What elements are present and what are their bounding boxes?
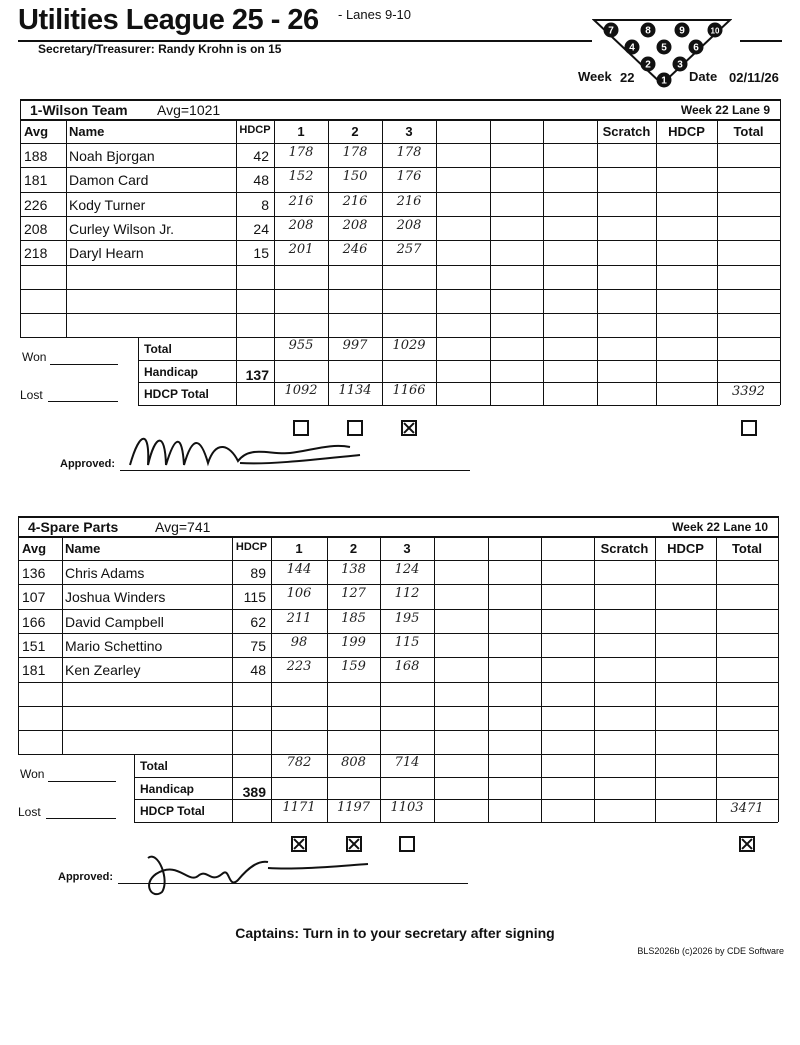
bowler-average: 226	[24, 196, 48, 213]
secretary-line: Secretary/Treasurer: Randy Krohn is on 15	[38, 42, 282, 56]
captains-instruction: Captains: Turn in to your secretary after signing	[235, 925, 555, 941]
bowler-handicap: 75	[250, 637, 266, 654]
grid-column-line	[656, 119, 657, 337]
summary-column-line	[490, 337, 491, 405]
column-avg: Avg	[24, 124, 49, 139]
pin-number: 4	[629, 42, 635, 54]
grid-row-line	[18, 706, 778, 707]
date-label: Date	[689, 69, 718, 84]
game-2-score: 159	[341, 659, 366, 675]
bowler-handicap: 62	[250, 613, 266, 630]
column-game-3: 3	[405, 124, 413, 139]
summary-label: Total	[144, 342, 172, 357]
win-checkbox-total[interactable]	[741, 420, 757, 436]
pin-number: 9	[679, 25, 685, 37]
grand-total: 3392	[731, 384, 766, 400]
game-1-score: 106	[286, 586, 312, 602]
bowler-name: David Campbell	[65, 613, 164, 630]
captain-signature	[120, 425, 380, 485]
summary-label: Handicap	[140, 781, 195, 796]
sheet-left-border	[20, 99, 21, 337]
column-game-3: 3	[403, 541, 411, 556]
game-1-score: 223	[286, 659, 312, 675]
summary-game-1: 782	[286, 755, 312, 771]
team-average: Avg=741	[155, 519, 211, 535]
grand-total: 3471	[730, 801, 764, 817]
game-3-score: 112	[394, 586, 420, 602]
summary-game-1: 1092	[284, 383, 318, 399]
game-3-score: 168	[394, 659, 420, 675]
summary-label: HDCP Total	[144, 387, 209, 402]
bowler-name: Mario Schettino	[65, 637, 163, 654]
bowler-average: 166	[22, 613, 46, 630]
win-checkbox-game-3[interactable]	[399, 836, 415, 852]
grid-row-line	[20, 216, 780, 217]
approved-label: Approved:	[60, 458, 115, 470]
summary-label: Total	[140, 759, 168, 774]
column-hdcp: HDCP	[239, 124, 271, 136]
grid-column-line	[541, 536, 542, 754]
summary-game-3: 1166	[392, 383, 426, 399]
grid-row-line	[18, 730, 778, 731]
summary-row-line	[138, 360, 780, 361]
game-2-score: 138	[341, 562, 366, 577]
bowler-average: 188	[24, 148, 48, 164]
column-header-border	[20, 119, 780, 121]
game-3-score: 257	[396, 242, 422, 258]
summary-column-line	[543, 337, 544, 405]
bowler-handicap: 115	[243, 589, 266, 606]
bowler-average: 218	[24, 245, 48, 262]
bowler-average: 208	[24, 220, 48, 237]
summary-game-2: 1134	[338, 383, 372, 399]
summary-column-line	[541, 754, 542, 822]
sheet-right-border	[780, 99, 781, 405]
summary-column-line	[597, 337, 598, 405]
pin-number: 8	[645, 25, 651, 37]
lanes-label: - Lanes 9-10	[338, 7, 411, 22]
game-2-score: 216	[342, 193, 368, 209]
game-3-score: 208	[396, 217, 422, 233]
grid-column-line	[490, 119, 491, 337]
grid-row-line	[20, 289, 780, 290]
bowler-average: 181	[24, 172, 48, 189]
bowler-handicap: 48	[253, 172, 269, 189]
team-handicap: 389	[242, 783, 266, 800]
summary-column-line	[594, 754, 595, 822]
grid-column-line	[594, 536, 595, 754]
column-avg: Avg	[22, 541, 47, 556]
summary-game-1: 955	[288, 338, 314, 354]
bowler-name: Daryl Hearn	[69, 245, 144, 262]
column-game-1: 1	[295, 541, 303, 556]
title-rule-right	[740, 40, 782, 42]
sheet-top-border	[20, 99, 780, 101]
game-2-score: 127	[341, 586, 366, 602]
grid-row-line	[18, 609, 778, 610]
bowler-handicap: 24	[253, 220, 269, 237]
bowler-name: Chris Adams	[65, 565, 145, 581]
approved-label: Approved:	[58, 871, 113, 883]
bowler-handicap: 42	[253, 148, 269, 164]
summary-column-line	[488, 754, 489, 822]
summary-row-line	[138, 382, 780, 383]
bowler-average: 107	[22, 589, 46, 606]
game-1-score: 144	[286, 562, 312, 577]
game-3-score: 216	[396, 193, 422, 209]
grid-row-line	[18, 657, 778, 658]
column-name: Name	[65, 541, 101, 556]
column-total: Total	[733, 124, 764, 139]
team-name: 4-Spare Parts	[28, 519, 119, 535]
lost-blank	[46, 818, 116, 819]
grid-column-line	[66, 119, 67, 337]
column-header-bottom	[20, 143, 780, 144]
bowler-name: Joshua Winders	[65, 589, 166, 606]
week-value: 22	[620, 70, 635, 85]
grid-column-line	[597, 119, 598, 337]
sheet-left-border	[18, 516, 19, 754]
game-2-score: 185	[341, 610, 366, 626]
bowler-average: 151	[22, 637, 46, 654]
summary-game-2: 997	[342, 338, 368, 354]
win-checkbox-total[interactable]	[739, 836, 755, 852]
pin-number: 5	[661, 42, 667, 54]
column-game-1: 1	[297, 124, 305, 139]
pin-number: 7	[608, 25, 614, 37]
bowler-average: 181	[22, 662, 46, 679]
bowler-handicap: 89	[250, 565, 266, 581]
summary-label: HDCP Total	[140, 804, 205, 819]
grid-column-line	[717, 119, 718, 337]
league-title: Utilities League 25 - 26	[18, 4, 319, 36]
game-3-score: 176	[396, 169, 422, 185]
won-label: Won	[22, 350, 47, 365]
game-3-score: 195	[394, 610, 420, 626]
grid-row-line	[20, 240, 780, 241]
date-value: 02/11/26	[729, 70, 779, 85]
pin-number: 2	[645, 59, 651, 71]
game-3-score: 124	[394, 562, 420, 577]
pin-number: 1	[661, 75, 667, 87]
summary-game-3: 714	[394, 755, 420, 771]
summary-game-3: 1029	[392, 338, 426, 354]
game-2-score: 208	[342, 217, 368, 233]
column-game-2: 2	[349, 541, 358, 556]
team-average: Avg=1021	[157, 102, 221, 118]
grid-row-line	[18, 682, 778, 683]
won-blank	[48, 781, 116, 782]
sheet-right-border	[778, 516, 779, 822]
column-header-bottom	[18, 560, 778, 561]
summary-row-line	[134, 799, 778, 800]
game-3-score: 115	[394, 634, 420, 650]
summary-left-border	[138, 337, 139, 405]
week-lane: Week 22 Lane 10	[672, 520, 768, 534]
column-hdcp: HDCP	[235, 541, 268, 553]
lost-label: Lost	[20, 388, 43, 403]
grid-row-line	[20, 313, 780, 314]
grid-row-line	[20, 167, 780, 168]
column-hdcp-total: HDCP	[667, 541, 704, 556]
bowler-handicap: 15	[253, 245, 269, 262]
game-2-score: 150	[342, 169, 368, 185]
game-1-score: 98	[290, 634, 308, 650]
column-header-border	[18, 536, 778, 538]
summary-label: Handicap	[144, 364, 199, 379]
game-2-score: 246	[342, 242, 368, 258]
won-blank	[50, 364, 118, 365]
bowler-name: Curley Wilson Jr.	[69, 220, 175, 237]
week-lane: Week 22 Lane 9	[680, 103, 770, 117]
bowler-average: 136	[22, 565, 46, 581]
grid-column-line	[62, 536, 63, 754]
grid-column-line	[434, 536, 435, 754]
bowler-name: Ken Zearley	[65, 662, 141, 679]
column-hdcp-total: HDCP	[668, 124, 705, 139]
bowler-name: Damon Card	[69, 172, 149, 189]
team-name: 1-Wilson Team	[30, 102, 128, 118]
summary-column-line	[434, 754, 435, 822]
pin-number: 6	[693, 42, 699, 54]
won-label: Won	[20, 767, 45, 782]
grid-row-line	[20, 192, 780, 193]
column-name: Name	[69, 124, 105, 139]
team-handicap: 137	[245, 366, 269, 383]
bowler-name: Kody Turner	[69, 196, 146, 213]
summary-game-2: 808	[341, 755, 366, 771]
captain-signature	[118, 840, 378, 900]
lost-label: Lost	[18, 805, 41, 820]
game-2-score: 178	[342, 145, 368, 160]
grid-column-line	[716, 536, 717, 754]
summary-game-1: 1171	[282, 800, 316, 816]
bowler-handicap: 8	[261, 196, 269, 213]
summary-game-2: 1197	[336, 800, 371, 816]
bowler-name: Noah Bjorgan	[69, 148, 155, 164]
grid-column-line	[488, 536, 489, 754]
grid-column-line	[543, 119, 544, 337]
game-1-score: 211	[286, 610, 312, 626]
week-label: Week	[578, 69, 612, 84]
summary-row-line	[134, 822, 778, 823]
grid-row-line	[20, 265, 780, 266]
summary-left-border	[134, 754, 135, 822]
summary-column-line	[436, 337, 437, 405]
grid-column-line	[436, 119, 437, 337]
grid-column-line	[655, 536, 656, 754]
summary-game-3: 1103	[390, 800, 424, 816]
game-1-score: 178	[288, 145, 314, 160]
column-scratch: Scratch	[602, 124, 651, 139]
software-credit: BLS2026b (c)2026 by CDE Software	[637, 946, 784, 956]
game-3-score: 178	[396, 145, 422, 160]
game-1-score: 208	[288, 217, 314, 233]
game-1-score: 216	[288, 193, 314, 209]
game-1-score: 201	[288, 242, 314, 258]
column-game-2: 2	[351, 124, 359, 139]
lost-blank	[48, 401, 118, 402]
grid-row-line	[18, 633, 778, 634]
column-scratch: Scratch	[600, 541, 649, 556]
sheet-top-border	[18, 516, 778, 518]
column-total: Total	[731, 541, 763, 556]
bowler-handicap: 48	[250, 662, 266, 679]
summary-row-line	[134, 777, 778, 778]
pin-number: 10	[710, 26, 720, 36]
summary-row-line	[138, 405, 780, 406]
win-checkbox-game-3[interactable]	[401, 420, 417, 436]
grid-row-line	[18, 584, 778, 585]
game-1-score: 152	[288, 169, 314, 185]
game-2-score: 199	[341, 634, 366, 650]
summary-column-line	[655, 754, 656, 822]
pin-number: 3	[677, 59, 683, 71]
summary-column-line	[656, 337, 657, 405]
